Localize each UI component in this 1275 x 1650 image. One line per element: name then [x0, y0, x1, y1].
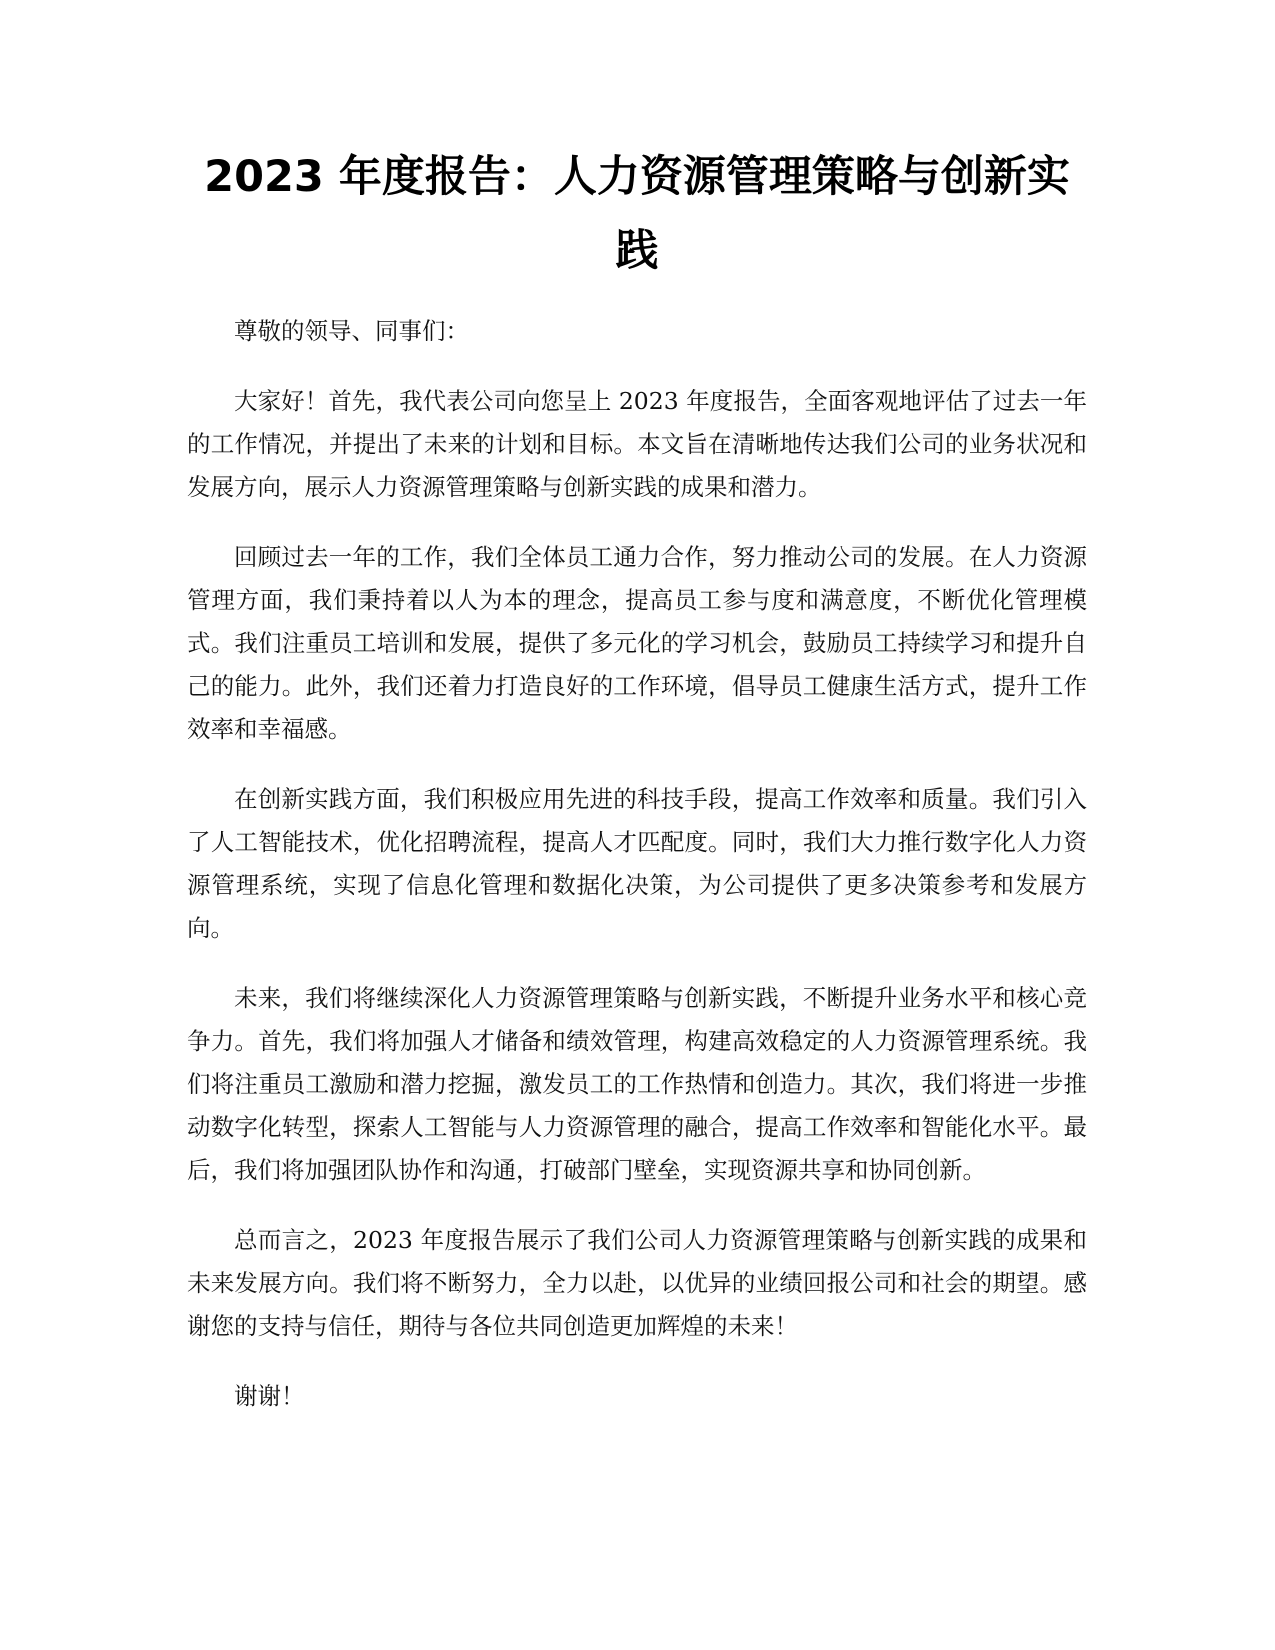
paragraph-future: 未来，我们将继续深化人力资源管理策略与创新实践，不断提升业务水平和核心竞争力。首先，我们将加强人才储备和绩效管理，构建高效稳定的人力资源管理系统。我们将注重员工激励和潜力挖掘，激发员工的工作热情和创造力。其次，我们将进一步推动数字化转型，探索人工智能与人力资源管理的融合，提高工作效率和智能化水平。最后，我们将加强团队协作和沟通，打破部门壁垒，实现资源共享和协同创新。	[187, 984, 1087, 1184]
salutation: 尊敬的领导、同事们：	[234, 317, 469, 345]
paragraph-innovation: 在创新实践方面，我们积极应用先进的科技手段，提高工作效率和质量。我们引入了人工智能技术，优化招聘流程，提高人才匹配度。同时，我们大力推行数字化人力资源管理系统，实现了信息化管理和数据化决策，为公司提供了更多决策参考和发展方向。	[187, 785, 1087, 942]
paragraph-intro: 大家好！首先，我代表公司向您呈上 2023 年度报告，全面客观地评估了过去一年的工作情况，并提出了未来的计划和目标。本文旨在清晰地传达我们公司的业务状况和发展方向，展示人力资源管理策略与创新实践的成果和潜力。	[187, 387, 1087, 501]
paragraph-summary: 总而言之，2023 年度报告展示了我们公司人力资源管理策略与创新实践的成果和未来发展方向。我们将不断努力，全力以赴，以优异的业绩回报公司和社会的期望。感谢您的支持与信任，期待与各位共同创造更加辉煌的未来！	[187, 1226, 1087, 1340]
document-body	[187, 310, 1087, 1445]
paragraph-review: 回顾过去一年的工作，我们全体员工通力合作，努力推动公司的发展。在人力资源管理方面，我们秉持着以人为本的理念，提高员工参与度和满意度，不断优化管理模式。我们注重员工培训和发展，提供了多元化的学习机会，鼓励员工持续学习和提升自己的能力。此外，我们还着力打造良好的工作环境，倡导员工健康生活方式，提升工作效率和幸福感。	[187, 543, 1087, 743]
closing: 谢谢！	[234, 1382, 305, 1410]
document-title: 2023 年度报告：人力资源管理策略与创新实践	[204, 152, 1070, 276]
